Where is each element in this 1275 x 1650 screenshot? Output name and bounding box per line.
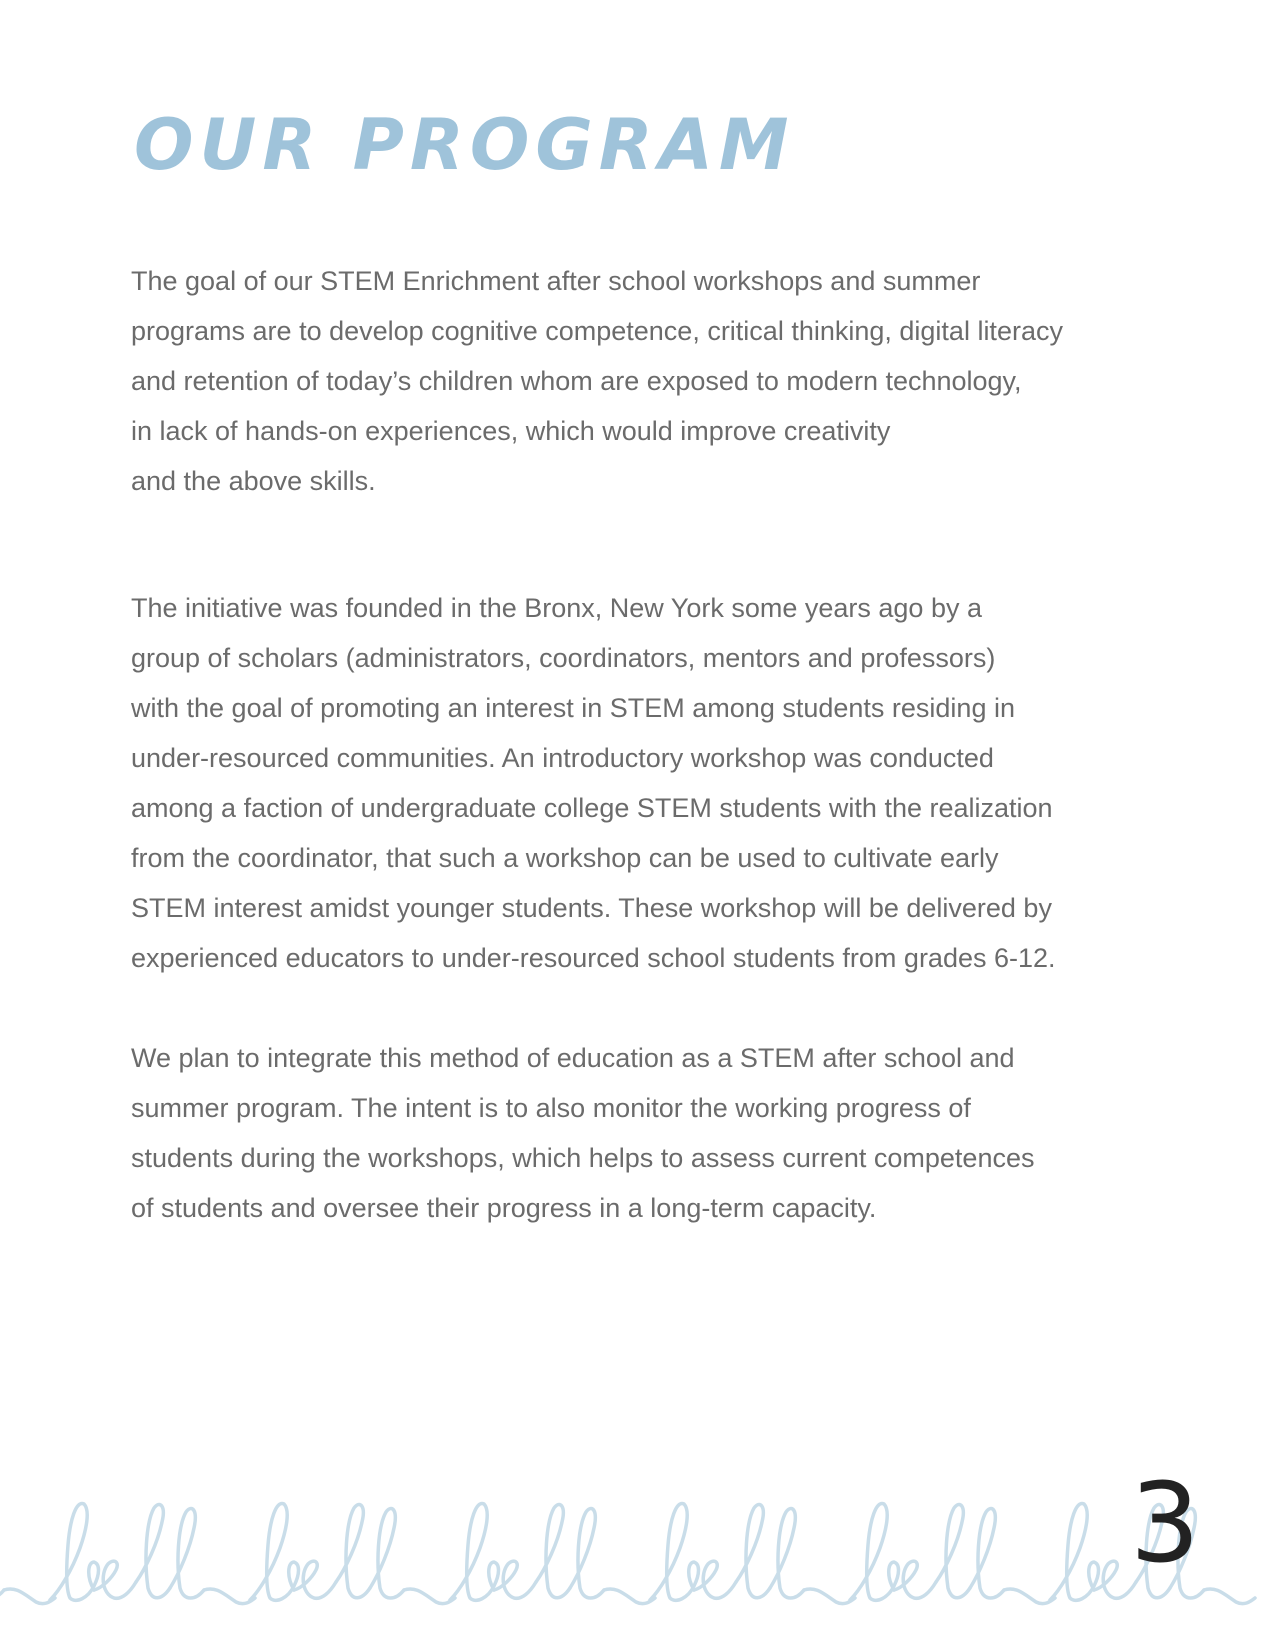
intro-paragraph bbox=[131, 256, 1131, 506]
page-title: OUR PROGRAM bbox=[134, 104, 795, 186]
paragraph-line: of students and oversee their progress in a long-term capacity. bbox=[131, 1193, 877, 1223]
plan-paragraph bbox=[131, 1033, 1131, 1233]
history-paragraph bbox=[131, 583, 1131, 983]
paragraph-line: and retention of today’s children whom are exposed to modern technology, bbox=[131, 366, 1022, 396]
paragraph-line: students during the workshops, which helps to assess current competences bbox=[131, 1143, 1035, 1173]
paragraph-line: programs are to develop cognitive competence, critical thinking, digital literacy bbox=[131, 316, 1063, 346]
paragraph-line: STEM interest amidst younger students. These workshop will be delivered by bbox=[131, 893, 1052, 923]
paragraph-line: We plan to integrate this method of education as a STEM after school and bbox=[131, 1043, 1015, 1073]
paragraph-line: summer program. The intent is to also monitor the working progress of bbox=[131, 1093, 971, 1123]
paragraph-line: among a faction of undergraduate college STEM students with the realization bbox=[131, 793, 1053, 823]
paragraph-line: in lack of hands-on experiences, which would improve creativity bbox=[131, 416, 891, 446]
paragraph-line: under-resourced communities. An introductory workshop was conducted bbox=[131, 743, 994, 773]
paragraph-line: group of scholars (administrators, coordinators, mentors and professors) bbox=[131, 643, 996, 673]
paragraph-line: with the goal of promoting an interest in STEM among students residing in bbox=[131, 693, 1015, 723]
paragraph-line: The initiative was founded in the Bronx, New York some years ago by a bbox=[131, 593, 982, 623]
paragraph-line: The goal of our STEM Enrichment after school workshops and summer bbox=[131, 266, 981, 296]
cursive-bell-pattern-icon bbox=[0, 1490, 1275, 1620]
paragraph-line: experienced educators to under-resourced school students from grades 6-12. bbox=[131, 943, 1056, 973]
paragraph-line: from the coordinator, that such a workshop can be used to cultivate early bbox=[131, 843, 999, 873]
paragraph-line: and the above skills. bbox=[131, 466, 376, 496]
page-number: 3 bbox=[1130, 1459, 1200, 1587]
